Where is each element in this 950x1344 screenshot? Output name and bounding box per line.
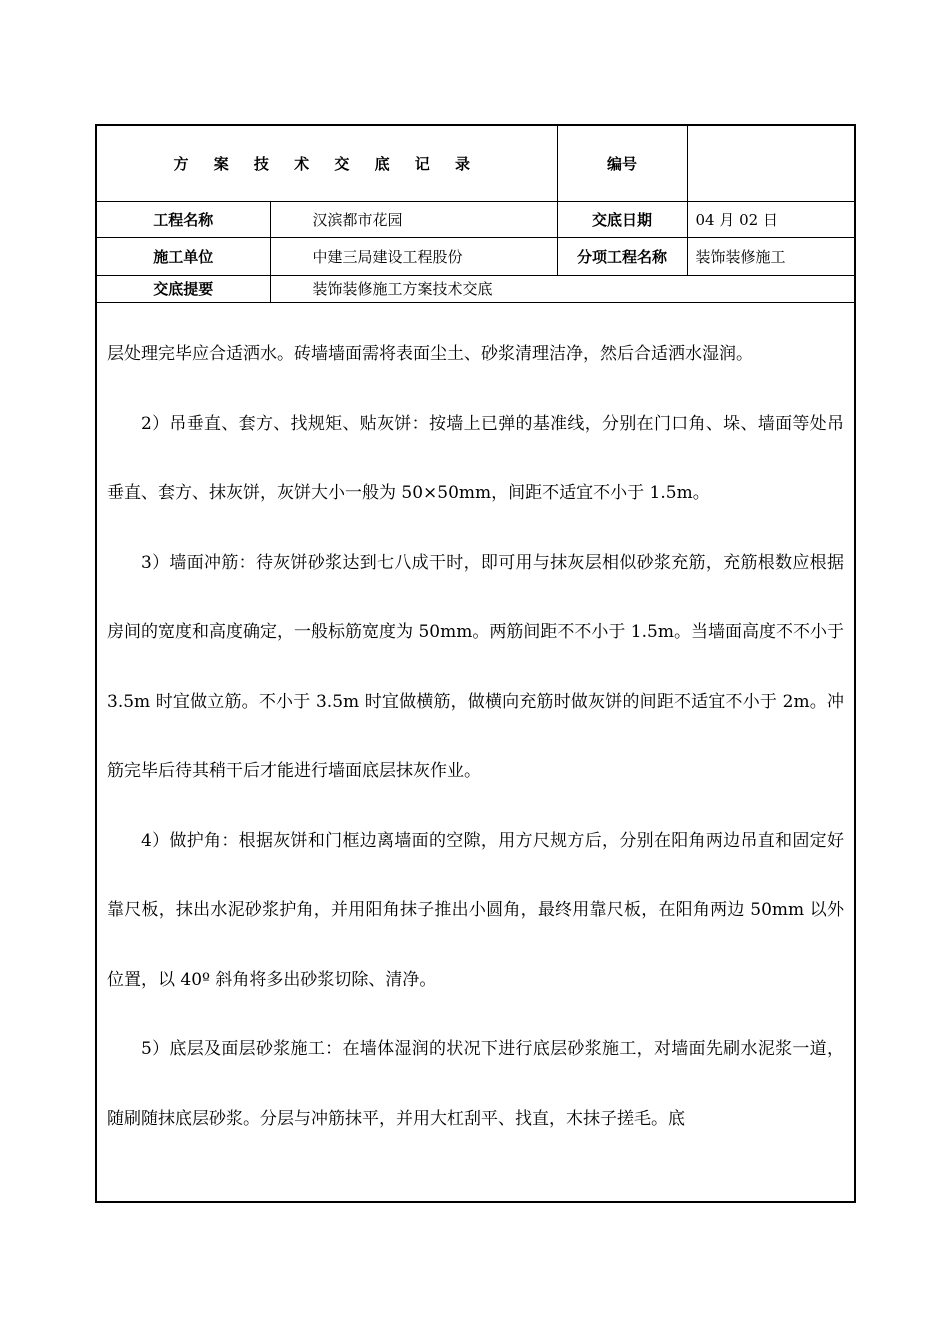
disclosure-date-label: 交底日期 xyxy=(557,201,687,237)
project-name-label: 工程名称 xyxy=(97,201,270,237)
content-paragraph: 层处理完毕应合适洒水。砖墙墙面需将表面尘土、砂浆清理洁净，然后合适洒水湿润。 xyxy=(107,344,753,364)
construction-unit-value: 中建三局建设工程股份 xyxy=(270,237,557,275)
form-header-table xyxy=(97,126,854,303)
sub-project-label: 分项工程名称 xyxy=(557,237,687,275)
content-paragraph: 4）做护角：根据灰饼和门框边离墙面的空隙，用方尺规方后，分别在阳角两边吊直和固定好靠尺板，抹出水泥砂浆护角，并用阳角抹子推出小圆角，最终用靠尺板，在阳角两边 50mm 以外位置，以 40º 斜角将多出砂浆切除、清净。 xyxy=(107,830,844,990)
serial-label: 编号 xyxy=(557,126,687,201)
disclosure-date-value: 04 月 02 日 xyxy=(687,201,854,237)
project-name-value: 汉滨都市花园 xyxy=(270,201,557,237)
serial-value xyxy=(687,126,854,201)
content-paragraph: 3）墙面冲筋：待灰饼砂浆达到七八成干时，即可用与抹灰层相似砂浆充筋，充筋根数应根据房间的宽度和高度确定，一般标筋宽度为 50mm。两筋间距不不小于 1.5m。当墙面高度不不小于 3.5m 时宜做立筋。不小于 3.5m 时宜做横筋，做横向充筋时做灰饼的间距不适宜不小于 2m。冲筋完毕后待其稍干后才能进行墙面底层抹灰作业。 xyxy=(107,552,844,781)
summary-value: 装饰装修施工方案技术交底 xyxy=(270,275,854,302)
content-paragraph: 2）吊垂直、套方、找规矩、贴灰饼：按墙上已弹的基准线，分别在门口角、垛、墙面等处吊垂直、套方、抹灰饼，灰饼大小一般为 50×50mm，间距不适宜不小于 1.5m。 xyxy=(107,413,844,503)
summary-label: 交底提要 xyxy=(97,275,270,302)
content-paragraph: 5）底层及面层砂浆施工：在墙体湿润的状况下进行底层砂浆施工，对墙面先刷水泥浆一道，随刷随抹底层砂浆。分层与冲筋抹平，并用大杠刮平、找直，木抹子搓毛。底 xyxy=(107,1039,844,1129)
disclosure-content xyxy=(107,320,844,1154)
form-title: 方 案 技 术 交 底 记 录 xyxy=(97,126,557,201)
tech-disclosure-form xyxy=(95,124,856,1203)
sub-project-value: 装饰装修施工 xyxy=(687,237,854,275)
construction-unit-label: 施工单位 xyxy=(97,237,270,275)
